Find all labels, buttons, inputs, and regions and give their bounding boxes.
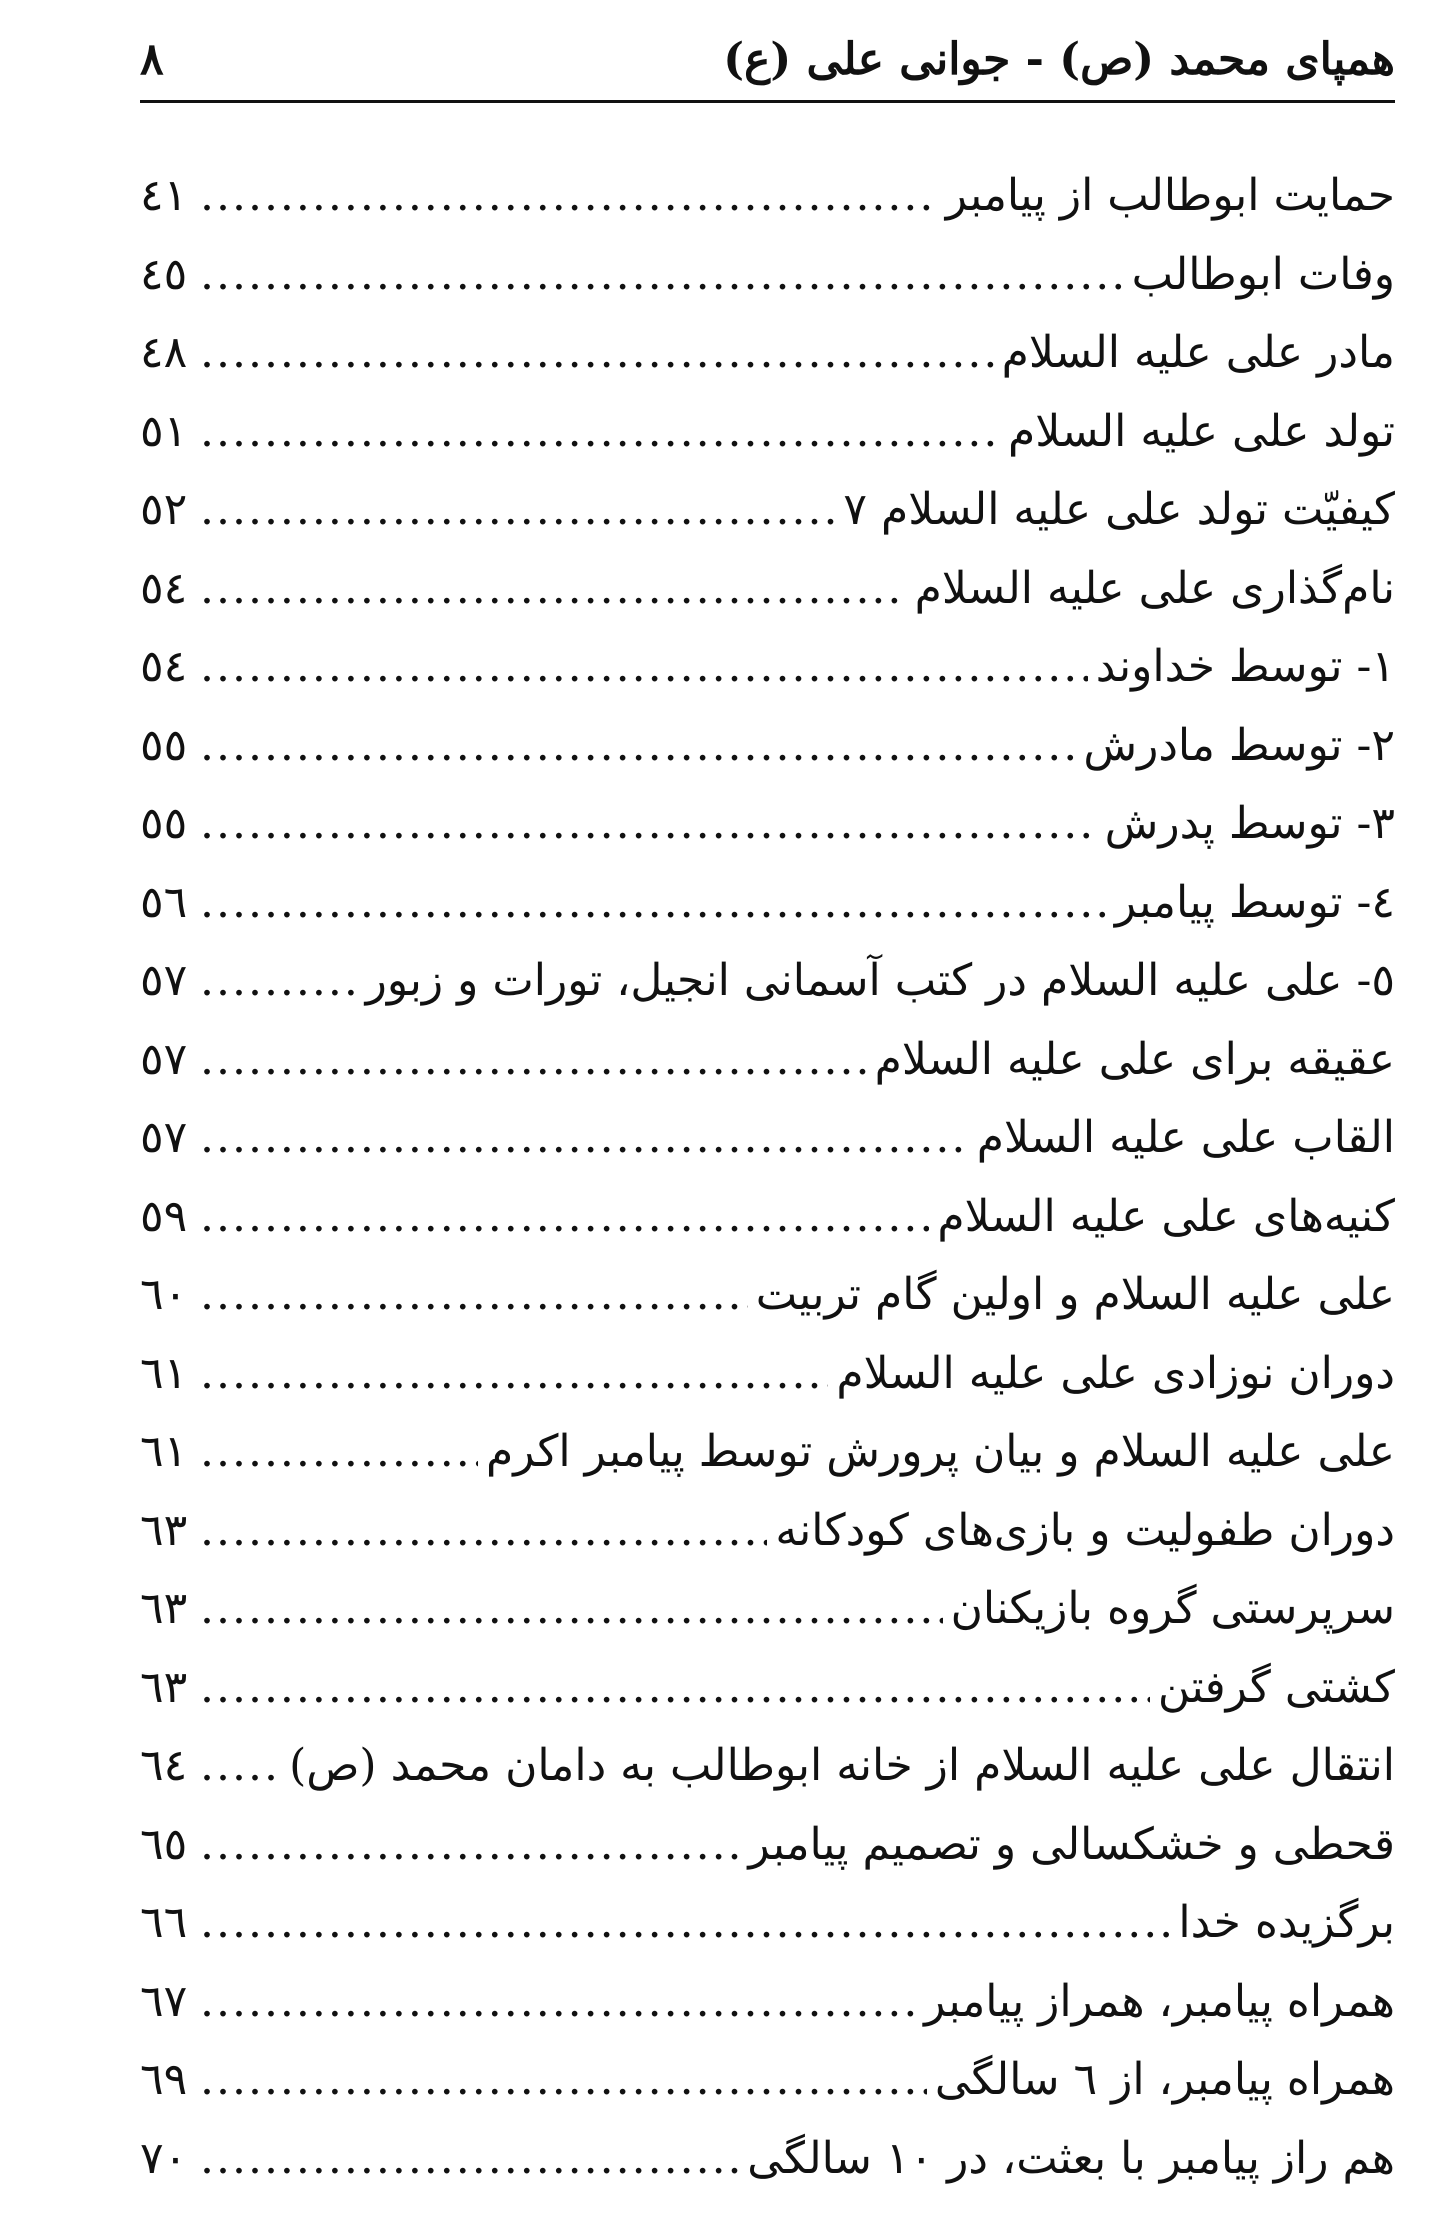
page-number: ۸	[140, 34, 164, 85]
toc-entry-page-number: ٥٢	[140, 484, 188, 535]
running-title: همپای محمد (ص) - جوانی علی (ع)	[723, 34, 1395, 85]
dot-leader	[200, 236, 1124, 314]
toc-entry	[140, 1884, 1395, 1963]
toc-entry-title: همراه پیامبر، از ٦ سالگی	[934, 2054, 1395, 2105]
dot-leader	[200, 1570, 943, 1648]
toc-entry-title: القاب علی علیه السلام	[976, 1112, 1395, 1163]
toc-entry-title: ١- توسط خداوند	[1095, 641, 1395, 692]
toc-entry-title: قحطی و خشکسالی و تصمیم پیامبر	[748, 1818, 1395, 1870]
toc-entry	[140, 1413, 1395, 1492]
dot-leader	[200, 785, 1097, 863]
toc-entry	[140, 1727, 1395, 1806]
dot-leader	[200, 1727, 281, 1805]
dot-leader	[200, 942, 358, 1020]
dot-leader	[200, 314, 994, 392]
toc-entry-page-number: ٦٥	[140, 1818, 188, 1870]
toc-entry-page-number: ٥٧	[140, 1112, 188, 1163]
page-header	[140, 30, 1395, 103]
dot-leader	[200, 2120, 739, 2198]
toc-entry-title: انتقال علی علیه السلام از خانه ابوطالب به دامان محمد (ص)	[289, 1740, 1395, 1791]
toc-entry-title: ٤- توسط پیامبر	[1114, 876, 1395, 928]
toc-entry-title: کشتی گرفتن	[1157, 1661, 1395, 1713]
dot-leader	[200, 1884, 1170, 1962]
toc-entry-title: سرپرستی گروه بازیکنان	[950, 1583, 1395, 1634]
toc-entry-page-number: ٥٩	[140, 1190, 188, 1242]
toc-entry-title: برگزیده خدا	[1178, 1897, 1395, 1948]
dot-leader	[200, 1492, 767, 1570]
toc-entry	[140, 1492, 1395, 1571]
toc-entry-page-number: ٦١	[140, 1347, 188, 1399]
dot-leader	[200, 707, 1075, 785]
toc-entry-page-number: ٥٧	[140, 955, 188, 1006]
toc-entry	[140, 236, 1395, 315]
dot-leader	[200, 393, 1000, 471]
toc-entry	[140, 1256, 1395, 1335]
toc-entry-page-number: ٥٤	[140, 641, 188, 692]
toc-entry	[140, 1963, 1395, 2042]
dot-leader	[200, 1806, 740, 1884]
dot-leader	[200, 1099, 969, 1177]
dot-leader	[200, 1335, 828, 1413]
table-of-contents	[140, 157, 1395, 2198]
toc-entry-title: عقیقه برای علی علیه السلام	[874, 1033, 1395, 1085]
toc-entry-title: نام‌گذاری علی علیه السلام	[914, 562, 1395, 614]
toc-entry	[140, 1570, 1395, 1649]
dot-leader	[200, 1413, 478, 1491]
toc-entry-page-number: ٦١	[140, 1426, 188, 1477]
toc-entry	[140, 2120, 1395, 2199]
toc-entry-page-number: ٦٦	[140, 1897, 188, 1948]
toc-entry-title: ٥- علی علیه السلام در کتب آسمانی انجیل، تورات و زبور	[365, 955, 1395, 1006]
toc-entry-page-number: ٦٤	[140, 1740, 188, 1791]
dot-leader	[200, 628, 1088, 706]
toc-entry	[140, 707, 1395, 786]
dot-leader	[200, 1963, 916, 2041]
toc-entry	[140, 1021, 1395, 1100]
toc-entry-page-number: ٤١	[140, 170, 188, 221]
toc-entry-page-number: ٤٥	[140, 248, 188, 300]
toc-entry-title: حمایت ابوطالب از پیامبر	[945, 170, 1395, 221]
toc-entry-title: ٣- توسط پدرش	[1104, 798, 1395, 849]
dot-leader	[200, 864, 1107, 942]
toc-entry	[140, 1649, 1395, 1728]
toc-entry-title: تولد علی علیه السلام	[1008, 405, 1395, 457]
toc-entry	[140, 785, 1395, 864]
dot-leader	[200, 1178, 929, 1256]
toc-entry-title: مادر علی علیه السلام	[1001, 327, 1395, 378]
toc-entry	[140, 157, 1395, 236]
toc-entry	[140, 628, 1395, 707]
toc-entry	[140, 314, 1395, 393]
toc-entry-title: هم راز پیامبر با بعثت، در ١٠ سالگی	[747, 2132, 1395, 2184]
toc-entry-title: دوران نوزادی علی علیه السلام	[836, 1347, 1395, 1399]
dot-leader	[200, 550, 907, 628]
toc-entry-title: وفات ابوطالب	[1131, 248, 1395, 300]
toc-entry	[140, 942, 1395, 1021]
toc-entry-page-number: ٤٨	[140, 327, 188, 378]
toc-entry-page-number: ٦٧	[140, 1975, 188, 2027]
toc-entry-page-number: ٦٠	[140, 1269, 188, 1320]
toc-entry-page-number: ٥٤	[140, 562, 188, 614]
dot-leader	[200, 2041, 927, 2119]
toc-entry	[140, 2041, 1395, 2120]
toc-entry	[140, 393, 1395, 472]
toc-entry-title: کیفیّت تولد علی علیه السلام ۷	[843, 484, 1395, 535]
toc-entry-title: کنیه‌های علی علیه السلام	[937, 1190, 1395, 1242]
toc-entry-page-number: ٥١	[140, 405, 188, 457]
toc-entry-title: دوران طفولیت و بازی‌های کودکانه	[775, 1504, 1395, 1556]
toc-entry	[140, 1099, 1395, 1178]
dot-leader	[200, 1649, 1150, 1727]
toc-entry-page-number: ٥٥	[140, 798, 188, 849]
toc-entry-page-number: ٦٣	[140, 1504, 188, 1556]
toc-entry-title: ٢- توسط مادرش	[1083, 719, 1395, 771]
toc-entry	[140, 1335, 1395, 1414]
toc-entry-page-number: ٧٠	[140, 2132, 188, 2184]
toc-entry	[140, 864, 1395, 943]
toc-entry-page-number: ٦٣	[140, 1583, 188, 1634]
toc-entry-title: علی علیه السلام و اولین گام تربیت	[755, 1269, 1395, 1320]
dot-leader	[200, 1021, 867, 1099]
dot-leader	[200, 1256, 748, 1334]
toc-entry-page-number: ٥٦	[140, 876, 188, 928]
toc-entry-page-number: ٥٧	[140, 1033, 188, 1085]
toc-entry	[140, 1806, 1395, 1885]
dot-leader	[200, 471, 835, 549]
toc-entry-page-number: ٦٩	[140, 2054, 188, 2105]
toc-entry	[140, 1178, 1395, 1257]
dot-leader	[200, 157, 938, 235]
toc-entry-title: همراه پیامبر، همراز پیامبر	[924, 1975, 1395, 2027]
toc-entry-page-number: ٦٣	[140, 1661, 188, 1713]
toc-entry-title: علی علیه السلام و بیان پرورش توسط پیامبر اکرم	[485, 1426, 1395, 1477]
toc-entry	[140, 471, 1395, 550]
toc-entry	[140, 550, 1395, 629]
toc-entry-page-number: ٥٥	[140, 719, 188, 771]
